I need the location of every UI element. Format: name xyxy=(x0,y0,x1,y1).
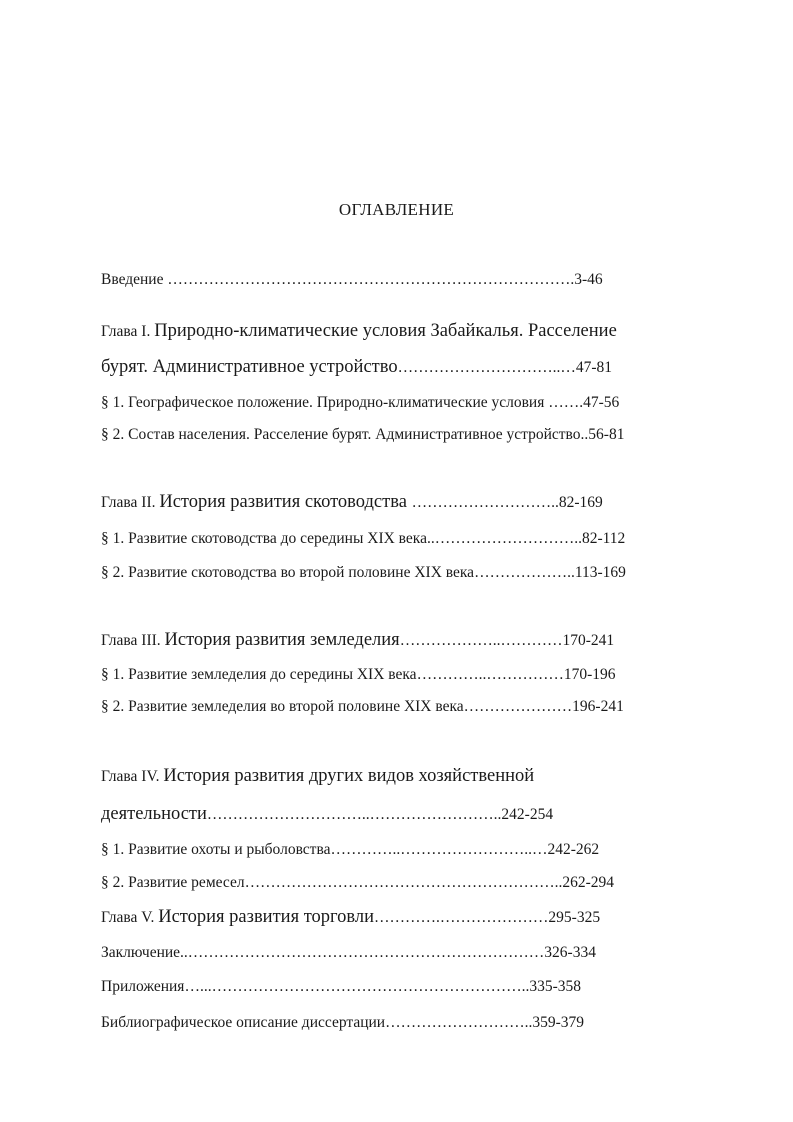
leader-dots: ……………………………………………………………………. xyxy=(167,271,575,288)
entry-label: Введение xyxy=(101,271,168,288)
toc-chapter-1-line2[interactable] xyxy=(101,355,612,380)
section-label: § 1. Географическое положение. Природно-климатические условия xyxy=(101,394,549,411)
leader-dots: ..…………………………………………………………… xyxy=(180,944,545,961)
toc-section-2-1[interactable] xyxy=(101,529,625,549)
leader-dots: ……………………….. xyxy=(385,1014,533,1031)
chapter-title: История развития других видов хозяйственной xyxy=(163,766,535,786)
toc-chapter-4-line2[interactable] xyxy=(101,802,553,827)
page-range: 242-254 xyxy=(501,806,554,823)
leader-dots: …………………………..…………………….. xyxy=(206,806,502,823)
toc-entry-appendix[interactable] xyxy=(101,977,581,997)
chapter-title: Природно-климатические условия Забайкалья. Расселение xyxy=(154,321,617,341)
section-label: § 1. Развитие скотоводства до середины XIX века xyxy=(101,530,427,547)
entry-label: Заключение xyxy=(101,944,181,961)
page-range: 196-241 xyxy=(572,698,624,715)
page-range: 47-81 xyxy=(575,359,613,376)
chapter-prefix: Глава II. xyxy=(101,494,160,511)
page-range: 3-46 xyxy=(574,271,603,288)
chapter-title-cont: деятельности xyxy=(101,804,207,824)
toc-chapter-1-line1[interactable] xyxy=(101,319,617,344)
page-range: 82-169 xyxy=(558,494,603,511)
section-label: § 2. Развитие ремесел xyxy=(101,874,245,891)
chapter-prefix: Глава IV. xyxy=(101,768,164,785)
leader-dots: ………………… xyxy=(463,698,573,715)
chapter-title-cont: бурят. Административное устройство xyxy=(101,357,398,377)
entry-label: Приложения xyxy=(101,978,185,995)
toc-section-2-2[interactable] xyxy=(101,563,626,583)
page-range: 242-262 xyxy=(547,841,600,858)
toc-section-4-1[interactable] xyxy=(101,840,599,860)
chapter-prefix: Глава III. xyxy=(101,632,165,649)
page-range: 335-358 xyxy=(529,978,581,995)
leader-dots: ………………..………… xyxy=(399,632,563,649)
section-label: § 2. Состав населения. Расселение бурят. Административное устройство xyxy=(101,426,581,443)
chapter-title: История развития скотоводства xyxy=(159,492,412,512)
leader-dots: ……………………….. xyxy=(411,494,559,511)
page-range: 295-325 xyxy=(548,909,601,926)
leader-dots: …………..……………………..… xyxy=(330,841,548,858)
toc-chapter-4-line1[interactable] xyxy=(101,764,534,789)
leader-dots: ………….………………… xyxy=(374,909,549,926)
toc-chapter-3[interactable] xyxy=(101,628,614,653)
page-range: 326-334 xyxy=(544,944,596,961)
section-label: § 2. Развитие земледелия во второй половине XIX века xyxy=(101,698,464,715)
page-range: 359-379 xyxy=(532,1014,585,1031)
page-range: 56-81 xyxy=(588,426,625,443)
toc-entry-conclusion[interactable] xyxy=(101,943,596,963)
leader-dots: ..……………………….. xyxy=(426,530,582,547)
toc-section-1-1[interactable] xyxy=(101,393,619,413)
toc-section-4-2[interactable] xyxy=(101,873,614,893)
toc-section-1-2[interactable] xyxy=(101,425,624,445)
leader-dots: ……………….. xyxy=(474,564,575,581)
page-range: 170-196 xyxy=(563,666,616,683)
section-label: § 1. Развитие земледелия до середины XIX века xyxy=(101,666,417,683)
leader-dots: …………………………………………………….. xyxy=(244,874,563,891)
chapter-title: История развития земледелия xyxy=(164,630,400,650)
chapter-title: История развития торговли xyxy=(158,907,375,927)
toc-section-3-1[interactable] xyxy=(101,665,616,685)
toc-chapter-2[interactable] xyxy=(101,490,603,515)
toc-section-3-2[interactable] xyxy=(101,697,624,717)
leader-dots: ……. xyxy=(548,394,584,411)
chapter-prefix: Глава I. xyxy=(101,323,155,340)
section-label: § 2. Развитие скотоводства во второй половине XIX века xyxy=(101,564,475,581)
leader-dots: …………………………..… xyxy=(397,359,576,376)
page-range: 113-169 xyxy=(574,564,626,581)
toc-entry-bibliography[interactable] xyxy=(101,1013,584,1033)
entry-label: Библиографическое описание диссертации xyxy=(101,1014,386,1031)
section-label: § 1. Развитие охоты и рыболовства xyxy=(101,841,331,858)
page-range: 170-241 xyxy=(562,632,615,649)
leader-dots: …………..…………… xyxy=(416,666,564,683)
chapter-prefix: Глава V. xyxy=(101,909,159,926)
toc-entry-intro[interactable] xyxy=(101,270,603,290)
page-range: 262-294 xyxy=(562,874,614,891)
page-range: 82-112 xyxy=(581,530,626,547)
leader-dots: .. xyxy=(580,426,589,443)
page-range: 47-56 xyxy=(583,394,620,411)
toc-chapter-5[interactable] xyxy=(101,905,600,930)
leader-dots: …...…………………………………………………….. xyxy=(184,978,530,995)
toc-title: ОГЛАВЛЕНИЕ xyxy=(338,200,455,219)
